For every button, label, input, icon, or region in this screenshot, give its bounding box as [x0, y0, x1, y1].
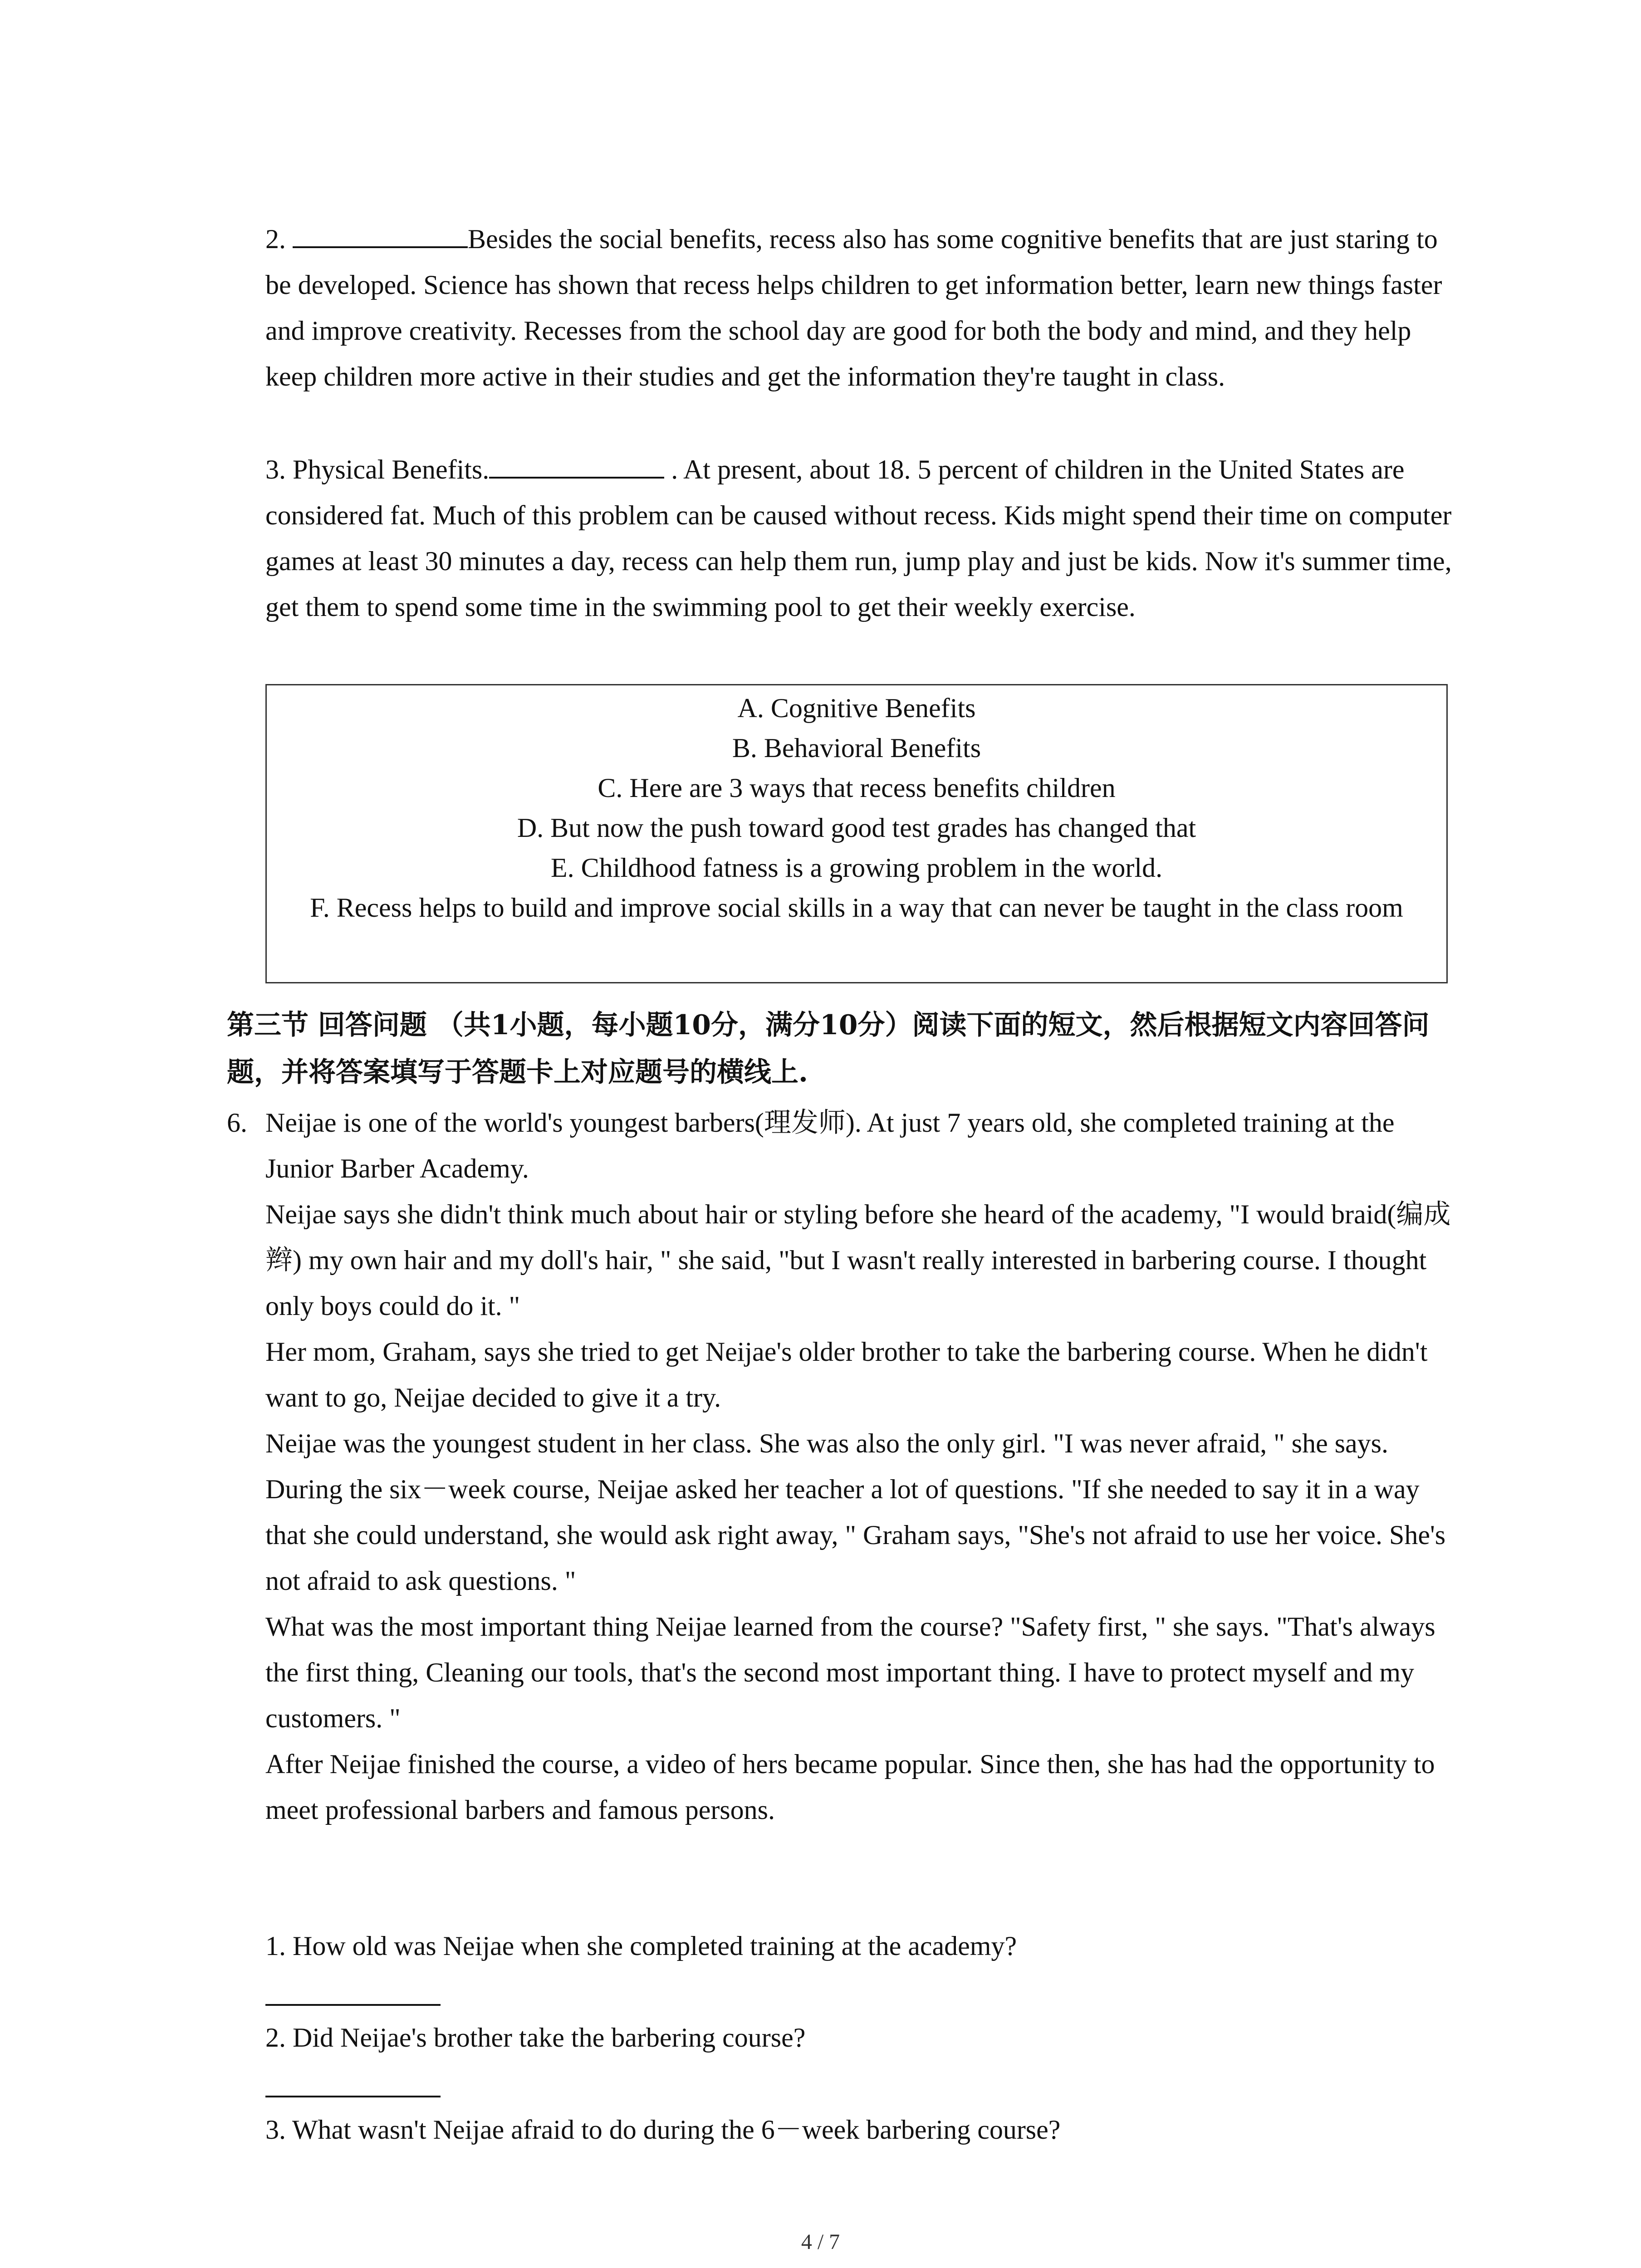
option-c: C. Here are 3 ways that recess benefits children — [598, 773, 1116, 803]
paragraph-2-number: 2. — [265, 224, 286, 254]
passage-paragraph: Neijae is one of the world's youngest barbers(理发师). At just 7 years old, she completed training at the Junior Barber Academy. — [265, 1108, 1395, 1183]
passage-paragraph: During the six－week course, Neijae asked her teacher a lot of questions. "If she needed to say it in a way that she could understand, she would ask right away, " Graham says, "She's not afraid to use her voice. She's not afraid to ask questions. " — [265, 1474, 1446, 1596]
reading-passage — [265, 1100, 1454, 1833]
passage-paragraph: Neijae was the youngest student in her class. She was also the only girl. "I was never afraid, " she says. — [265, 1428, 1389, 1458]
option-e: E. Childhood fatness is a growing problem in the world. — [550, 853, 1163, 883]
option-f: F. Recess helps to build and improve social skills in a way that can never be taught in the class room — [310, 893, 1403, 923]
answer-line-1[interactable] — [265, 2004, 441, 2006]
sub-question-2: 2. Did Neijae's brother take the barbering course? — [265, 2023, 806, 2053]
passage-paragraph: After Neijae finished the course, a video of hers became popular. Since then, she has had the opportunity to meet professional barbers and famous persons. — [265, 1749, 1435, 1825]
passage-paragraph: Her mom, Graham, says she tried to get Neijae's older brother to take the barbering course. When he didn't want to go, Neijae decided to give it a try. — [265, 1337, 1428, 1413]
section-heading: 第三节 回答问题 （共1小题，每小题10分，满分10分）阅读下面的短文，然后根据短文内容回答问题，并将答案填写于答题卡上对应题号的横线上. — [227, 1009, 1430, 1088]
sub-question-1: 1. How old was Neijae when she completed training at the academy? — [265, 1931, 1017, 1961]
page-number: 4 / 7 — [801, 2230, 840, 2254]
answer-line-2[interactable] — [265, 2096, 441, 2097]
option-a: A. Cognitive Benefits — [737, 693, 976, 723]
passage-paragraph-3 — [265, 447, 1454, 630]
passage-paragraph-2 — [265, 216, 1454, 400]
paragraph-2-text: Besides the social benefits, recess also has some cognitive benefits that are just staring to be developed. Science has shown that recess helps children to get information better, learn new things faster and improve creativity. Recesses from the school day are good for both the body and mind, and they help keep children more active in their studies and get the information they're taught in class. — [265, 224, 1442, 391]
option-b: B. Behavioral Benefits — [732, 733, 981, 763]
option-d: D. But now the push toward good test grades has changed that — [517, 813, 1196, 843]
options-box — [265, 684, 1448, 983]
passage-paragraph: Neijae says she didn't think much about hair or styling before she heard of the academy, "I would braid(编成辫) my own hair and my doll's hair, " she said, "but I wasn't really interested in barbering course. I thought only boys could do it. " — [265, 1199, 1451, 1321]
answer-blank[interactable] — [293, 221, 468, 248]
paragraph-3-heading: 3. Physical Benefits. — [265, 455, 490, 484]
paragraph-3-text: . At present, about 18. 5 percent of children in the United States are considered fat. Much of this problem can be caused without recess. Kids might spend their time on computer games at least 30 minutes a day, recess can help them run, jump play and just be kids. Now it's summer time, get them to spend some time in the swimming pool to get their weekly exercise. — [265, 455, 1452, 622]
passage-paragraph: What was the most important thing Neijae learned from the course? "Safety first, " she says. "That's always the first thing, Cleaning our tools, that's the second most important thing. I have to protect myself and my customers. " — [265, 1612, 1435, 1733]
question-number: 6. — [227, 1108, 247, 1138]
sub-question-3: 3. What wasn't Neijae afraid to do during the 6－week barbering course? — [265, 2115, 1061, 2145]
answer-blank[interactable] — [489, 451, 664, 479]
